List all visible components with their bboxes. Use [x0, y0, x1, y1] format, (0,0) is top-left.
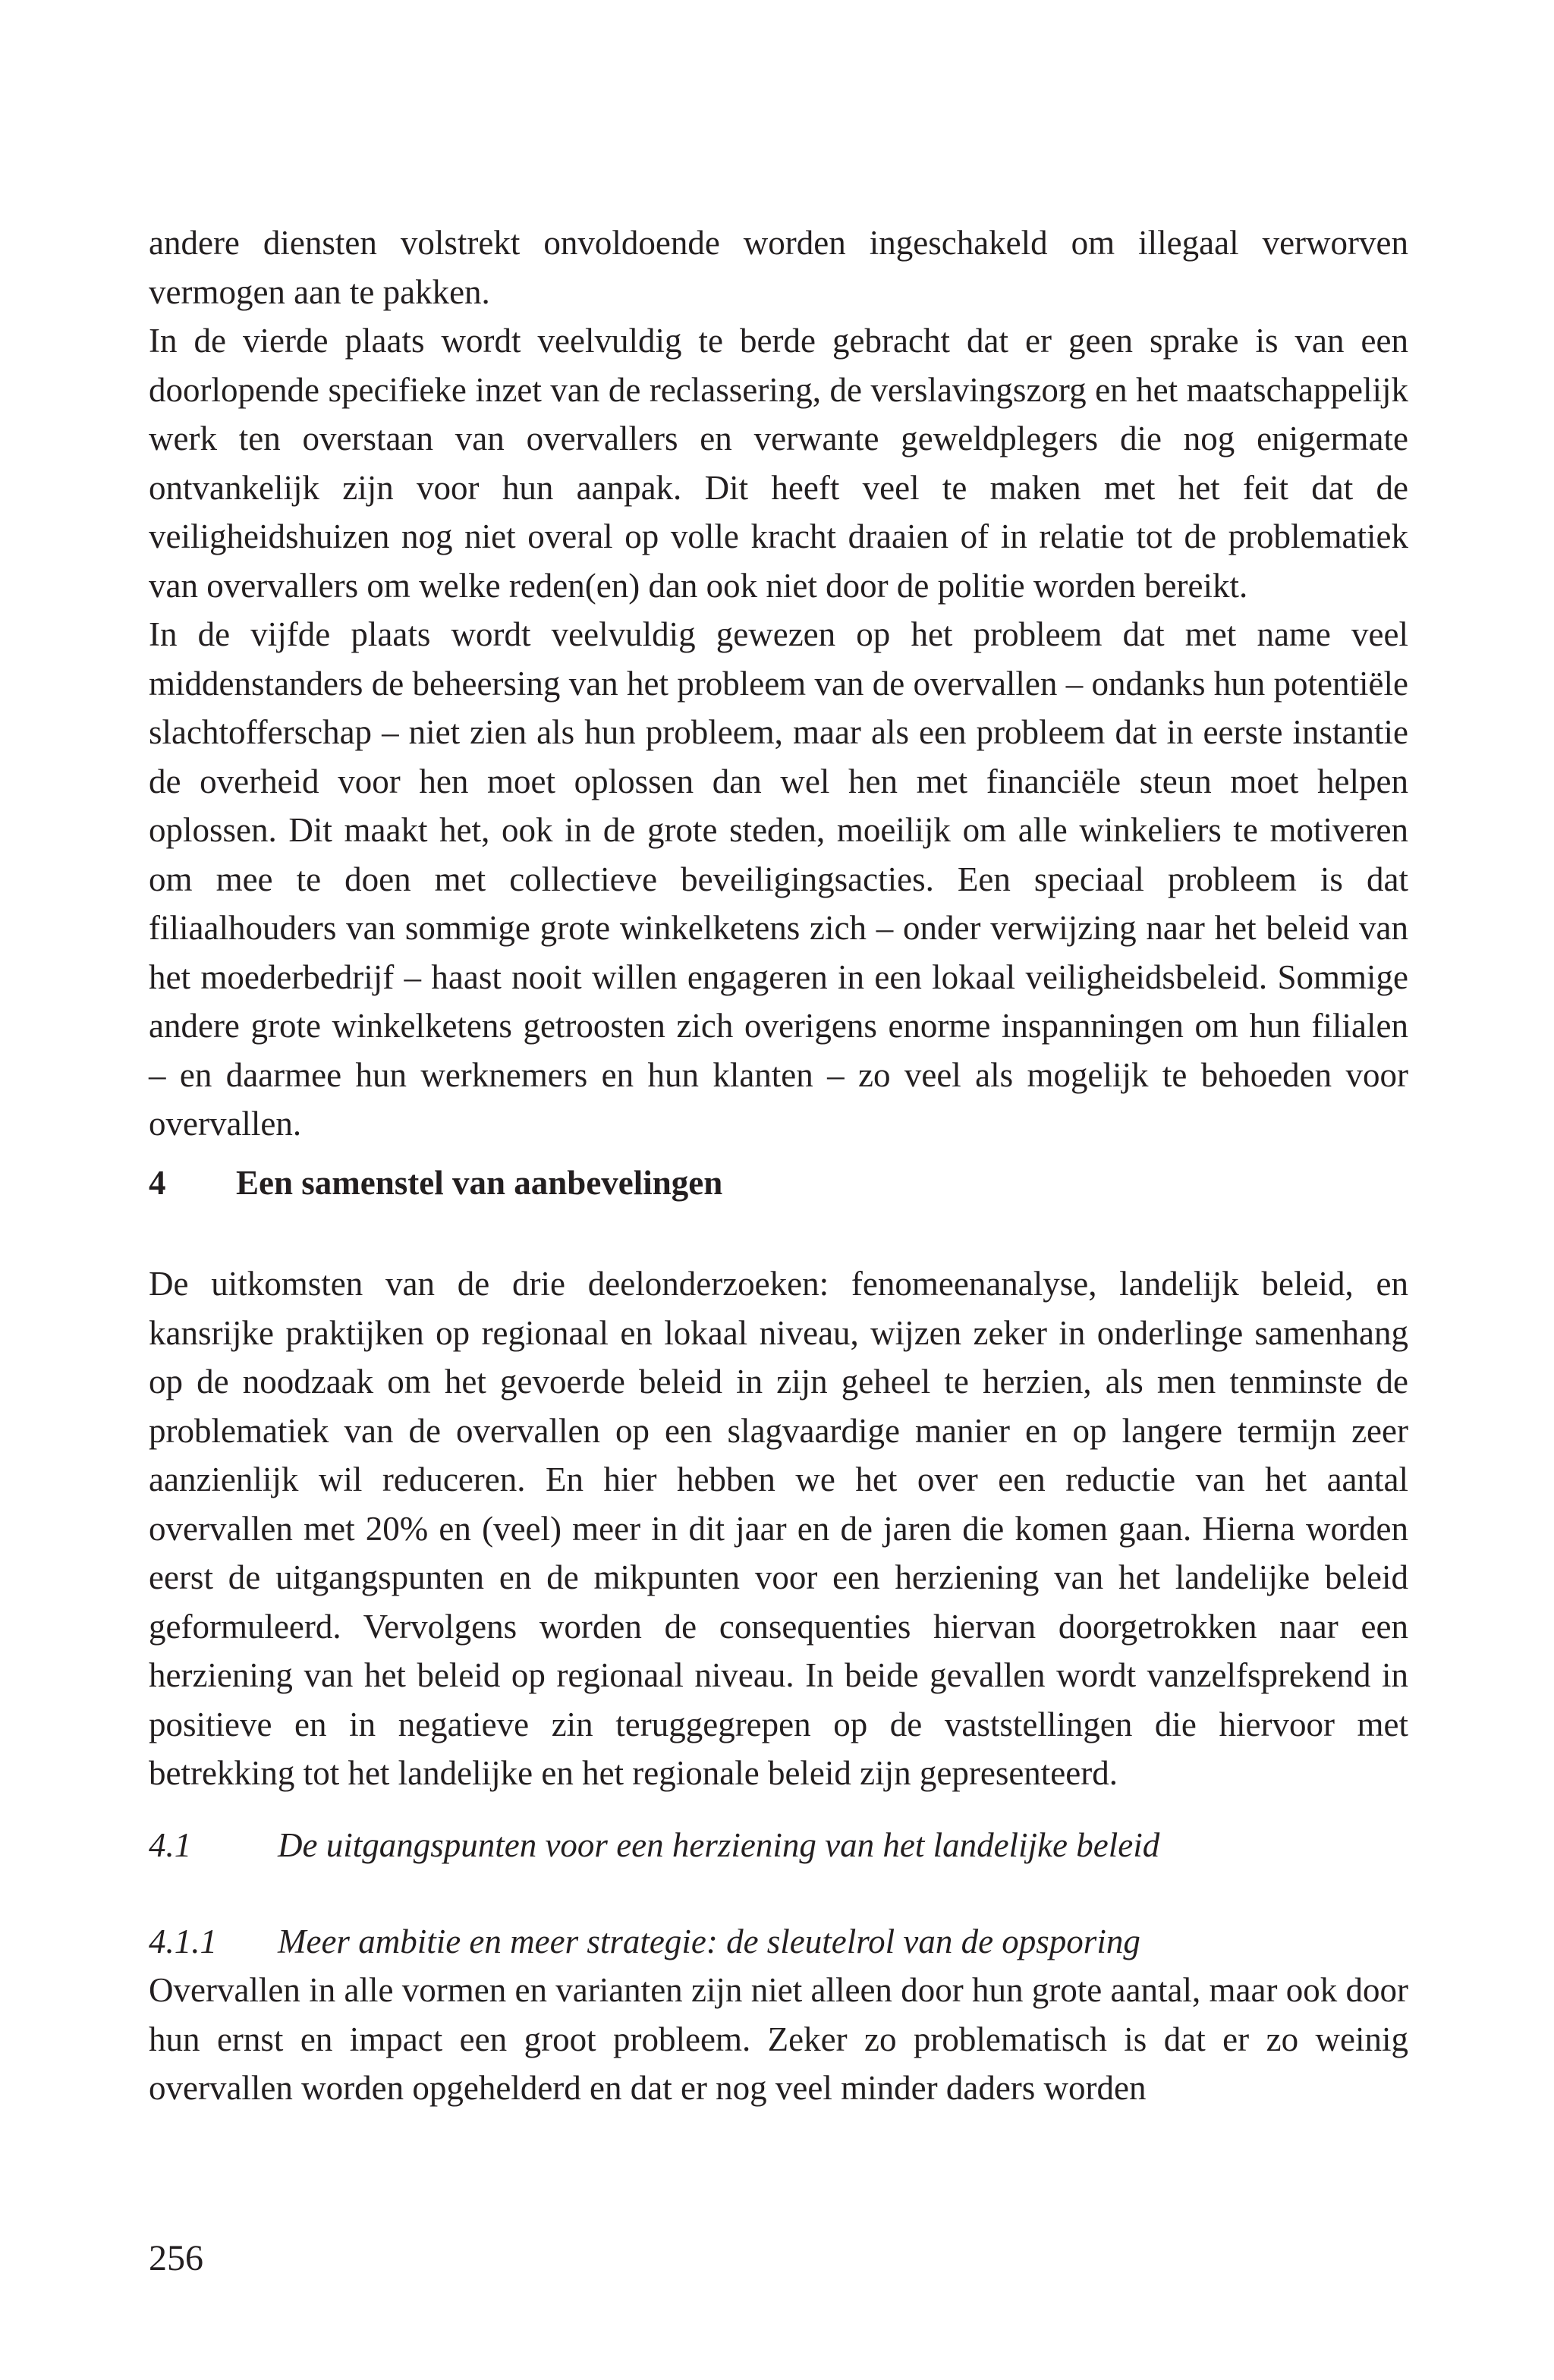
subsection-number: 4.1: [149, 1826, 192, 1864]
subsection-heading-4-1-1: [149, 1917, 1408, 1966]
section-4-1-1-body: [149, 1966, 1408, 2113]
page-number: 256: [149, 2238, 203, 2278]
paragraph-continuation: andere diensten volstrekt onvoldoende worden ingeschakeld om illegaal verworven vermogen aan te pakken.: [149, 224, 1408, 311]
body-text-top: [149, 219, 1408, 1149]
subsection-heading-4-1: [149, 1821, 1408, 1869]
paragraph-uitkomsten: De uitkomsten van de drie deelonderzoeken: fenomeenanalyse, landelijk beleid, en kansrijke praktijken op regionaal en lokaal niveau, wijzen zeker in onderlinge samenhang op de noodzaak om het gevoerde beleid in zijn geheel te herzien, als men tenminste de problematiek van de overvallen op een slagvaardige manier en op langere termijn zeer aanzienlijk wil reduceren. En hier hebben we het over een reductie van het aantal overvallen met 20% en (veel) meer in dit jaar en de jaren die komen gaan. Hierna worden eerst de uitgangspunten en de mikpunten voor een herziening van het landelijke beleid geformuleerd. Vervolgens worden de consequenties hiervan doorgetrokken naar een herziening van het beleid op regionaal niveau. In beide gevallen wordt vanzelfsprekend in positieve en in negatieve zin teruggegrepen op de vaststellingen die hiervoor met betrekking tot het landelijke en het regionale beleid zijn gepresenteerd.: [149, 1265, 1408, 1792]
subsection-title: De uitgangspunten voor een herziening van het landelijke beleid: [278, 1826, 1160, 1864]
subsection-title: Meer ambitie en meer strategie: de sleutelrol van de opsporing: [278, 1923, 1140, 1960]
section-4-body: [149, 1259, 1408, 1798]
paragraph-overvallen: Overvallen in alle vormen en varianten zijn niet alleen door hun grote aantal, maar ook door hun ernst en impact een groot probleem. Zeker zo problematisch is dat er zo weinig overvallen worden opgehelderd en dat er nog veel minder daders worden: [149, 1971, 1408, 2107]
subsection-number: 4.1.1: [149, 1923, 217, 1960]
section-title: Een samenstel van aanbevelingen: [236, 1164, 723, 1202]
section-number: 4: [149, 1164, 166, 1202]
paragraph-vierde-plaats: In de vierde plaats wordt veelvuldig te berde gebracht dat er geen sprake is van een doorlopende specifieke inzet van de reclassering, de verslavingszorg en het maatschappelijk werk ten overstaan van overvallers en verwante geweldplegers die nog enigermate ontvankelijk zijn voor hun aanpak. Dit heeft veel te maken met het feit dat de veiligheidshuizen nog niet overal op volle kracht draaien of in relatie tot de problematiek van overvallers om welke reden(en) dan ook niet door de politie worden bereikt.: [149, 322, 1408, 605]
section-heading-4: [149, 1159, 1408, 1207]
paragraph-vijfde-plaats: In de vijfde plaats wordt veelvuldig gewezen op het probleem dat met name veel middenstanders de beheersing van het probleem van de overvallen – ondanks hun potentiële slachtofferschap – niet zien als hun probleem, maar als een probleem dat in eerste instantie de overheid voor hen moet oplossen dan wel hen met financiële steun moet helpen oplossen. Dit maakt het, ook in de grote steden, moeilijk om alle winkeliers te motiveren om mee te doen met collectieve beveiligingsacties. Een speciaal probleem is dat filiaalhouders van sommige grote winkelketens zich – onder verwijzing naar het beleid van het moederbedrijf – haast nooit willen engageren in een lokaal veiligheidsbeleid. Sommige andere grote winkelketens getroosten zich overigens enorme inspanningen om hun filialen – en daarmee hun werknemers en hun klanten – zo veel als mogelijk te behoeden voor overvallen.: [149, 615, 1408, 1143]
